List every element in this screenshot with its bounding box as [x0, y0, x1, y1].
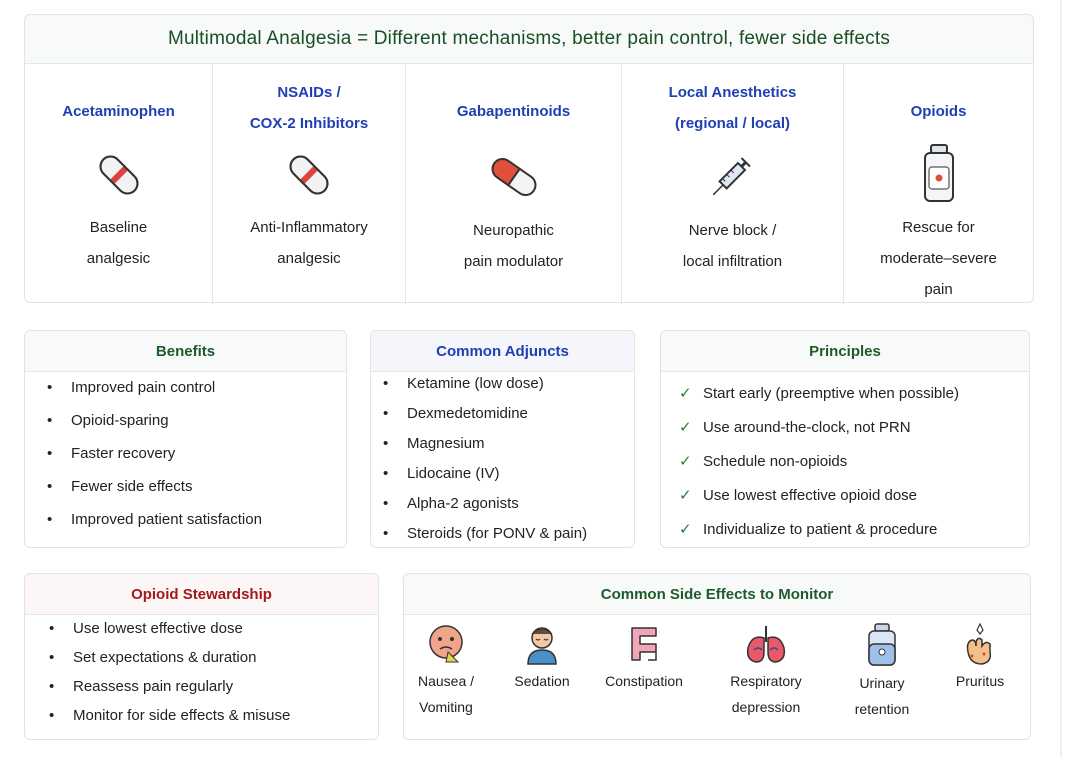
- bullet-marker: •: [49, 649, 55, 666]
- intestine-icon: [622, 622, 666, 666]
- stewardship-item-text: Use lowest effective dose: [73, 620, 243, 637]
- drug-class-nsaids: [213, 63, 406, 304]
- benefits-item: [47, 404, 262, 437]
- benefits-box: [24, 330, 347, 548]
- benefits-item: [47, 503, 262, 536]
- bullet-marker: ✓: [679, 487, 692, 504]
- principles-item-text: Use lowest effective opioid dose: [703, 487, 918, 504]
- benefits-list: [47, 371, 262, 536]
- urine-bottle-icon: [864, 622, 900, 668]
- bullet-marker: ✓: [679, 419, 692, 436]
- bullet-marker: ✓: [679, 453, 692, 470]
- stewardship-item: [49, 643, 290, 672]
- capsule-icon: [91, 147, 147, 203]
- bullet-marker: •: [47, 478, 53, 495]
- principles-item-text: Individualize to patient & procedure: [703, 521, 938, 538]
- bullet-marker: •: [383, 405, 389, 422]
- bullet-marker: •: [49, 678, 55, 695]
- drug-class-name: Acetaminophen: [62, 103, 175, 120]
- adjuncts-item-text: Steroids (for PONV & pain): [407, 525, 588, 542]
- adjuncts-item: [383, 399, 587, 429]
- principles-item-text: Start early (preemptive when possible): [703, 385, 959, 402]
- side-effect-nausea: [396, 622, 496, 720]
- drug-class-desc: Anti-Inflammatory analgesic: [250, 219, 368, 267]
- stewardship-title: Opioid Stewardship: [25, 574, 378, 615]
- side-effects-title: Common Side Effects to Monitor: [404, 574, 1030, 615]
- bullet-marker: •: [47, 511, 53, 528]
- drug-class-name: Local Anesthetics (regional / local): [668, 84, 797, 132]
- drug-class-desc: Neuropathic pain modulator: [463, 222, 564, 270]
- capsule-red-icon: [484, 147, 544, 207]
- benefits-item-text: Opioid-sparing: [71, 412, 169, 429]
- syringe-icon: [701, 143, 765, 207]
- benefits-item-text: Fewer side effects: [71, 478, 193, 495]
- bullet-marker: •: [47, 445, 53, 462]
- benefits-item: [47, 371, 262, 404]
- stewardship-item: [49, 672, 290, 701]
- adjuncts-item-text: Alpha-2 agonists: [407, 495, 519, 512]
- principles-item: [679, 513, 959, 547]
- drug-class-opioids: [844, 63, 1033, 304]
- drug-class-name: Opioids: [910, 103, 967, 120]
- principles-list: [679, 377, 959, 547]
- side-effect-pruritus: [930, 622, 1030, 694]
- benefits-item-text: Improved patient satisfaction: [71, 511, 262, 528]
- side-effect-label: Urinary retention: [854, 675, 910, 717]
- principles-item-text: Schedule non-opioids: [703, 453, 848, 470]
- bullet-marker: •: [47, 379, 53, 396]
- drug-class-acetaminophen: [25, 63, 213, 304]
- adjuncts-item-text: Dexmedetomidine: [407, 405, 528, 422]
- adjuncts-item: [383, 489, 587, 519]
- stewardship-item: [49, 701, 290, 730]
- sleepy-person-icon: [520, 622, 564, 666]
- bullet-marker: •: [383, 465, 389, 482]
- side-effect-label: Respiratory depression: [730, 673, 802, 715]
- side-effect-sedation: [492, 622, 592, 694]
- vial-icon: [919, 143, 959, 205]
- principles-item: [679, 445, 959, 479]
- principles-item: [679, 377, 959, 411]
- itchy-hand-icon: [960, 622, 1000, 666]
- stewardship-item-text: Reassess pain regularly: [73, 678, 234, 695]
- bullet-marker: •: [383, 525, 389, 542]
- stewardship-list: [49, 614, 290, 730]
- bullet-marker: •: [383, 495, 389, 512]
- drug-class-name: Gabapentinoids: [456, 103, 571, 120]
- principles-item-text: Use around-the-clock, not PRN: [703, 419, 911, 436]
- adjuncts-item: [383, 369, 587, 399]
- principles-title: Principles: [661, 331, 1029, 372]
- bullet-marker: •: [383, 375, 389, 392]
- side-effect-label: Pruritus: [955, 673, 1005, 689]
- side-effect-constipation: [594, 622, 694, 694]
- adjuncts-item: [383, 519, 587, 549]
- benefits-item: [47, 470, 262, 503]
- benefits-item: [47, 437, 262, 470]
- nausea-face-icon: [424, 622, 468, 666]
- bullet-marker: •: [49, 707, 55, 724]
- adjuncts-item-text: Magnesium: [407, 435, 485, 452]
- side-effect-urinary: [832, 622, 932, 722]
- benefits-item-text: Improved pain control: [71, 379, 216, 396]
- adjuncts-item-text: Ketamine (low dose): [407, 375, 544, 392]
- side-effect-label: Constipation: [605, 673, 683, 689]
- adjuncts-title: Common Adjuncts: [371, 331, 634, 372]
- drug-class-desc: Baseline analgesic: [86, 219, 151, 267]
- page-edge-divider: [1060, 0, 1062, 758]
- drug-class-desc: Rescue for moderate–severe pain: [880, 219, 997, 298]
- stewardship-item-text: Monitor for side effects & misuse: [73, 707, 291, 724]
- side-effects-box: [403, 573, 1031, 740]
- main-title-bar: [25, 15, 1033, 64]
- opioid-stewardship-box: [24, 573, 379, 740]
- stewardship-item-text: Set expectations & duration: [73, 649, 257, 666]
- lungs-icon: [742, 622, 790, 666]
- benefits-item-text: Faster recovery: [71, 445, 176, 462]
- bullet-marker: ✓: [679, 521, 692, 538]
- drug-class-name: NSAIDs / COX-2 Inhibitors: [249, 84, 369, 132]
- side-effect-respiratory: [716, 622, 816, 720]
- side-effect-label: Nausea / Vomiting: [417, 673, 475, 715]
- benefits-title: Benefits: [25, 331, 346, 372]
- principles-item: [679, 479, 959, 513]
- drug-class-local-anesthetics: [622, 63, 844, 304]
- adjuncts-item-text: Lidocaine (IV): [407, 465, 500, 482]
- bullet-marker: ✓: [679, 385, 692, 402]
- principles-item: [679, 411, 959, 445]
- adjuncts-list: [383, 369, 587, 549]
- principles-box: [660, 330, 1030, 548]
- adjuncts-item: [383, 459, 587, 489]
- bullet-marker: •: [47, 412, 53, 429]
- bullet-marker: •: [49, 620, 55, 637]
- stewardship-item: [49, 614, 290, 643]
- bullet-marker: •: [383, 435, 389, 452]
- drug-class-row: [25, 63, 1033, 304]
- drug-class-desc: Nerve block / local infiltration: [682, 222, 783, 270]
- drug-classes-panel: [24, 14, 1034, 303]
- capsule-icon: [281, 147, 337, 203]
- side-effect-label: Sedation: [514, 673, 570, 689]
- adjuncts-item: [383, 429, 587, 459]
- drug-class-gabapentinoids: [406, 63, 622, 304]
- adjuncts-box: [370, 330, 635, 548]
- main-title: Multimodal Analgesia = Different mechanisms, better pain control, fewer side effects: [167, 28, 891, 49]
